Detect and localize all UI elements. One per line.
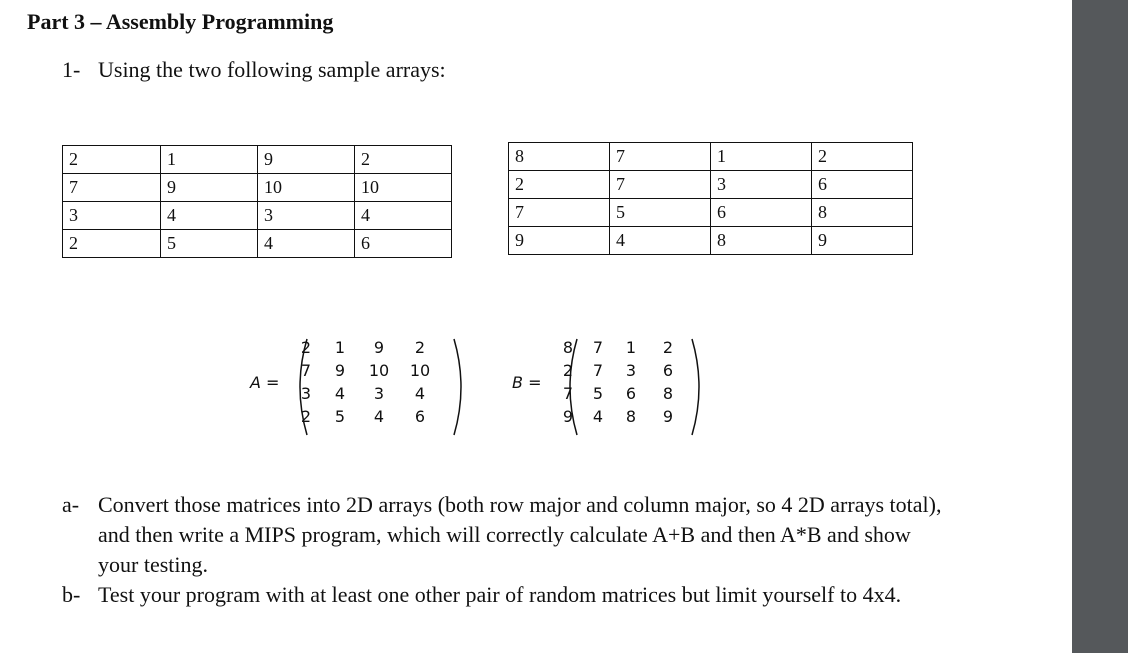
matrix-entry: 1 <box>625 338 637 357</box>
matrix-entry: 2 <box>562 361 574 380</box>
sample-array-a-table <box>62 145 452 258</box>
matrix-entry: 7 <box>592 361 604 380</box>
table-cell: 3 <box>711 171 812 199</box>
table-cell: 4 <box>355 202 452 230</box>
matrix-entry: 2 <box>414 338 426 357</box>
matrix-entry: 7 <box>300 361 312 380</box>
matrix-b-equation <box>510 335 720 435</box>
table-row <box>63 174 452 202</box>
list-item-1 <box>62 57 446 83</box>
table-cell: 6 <box>812 171 913 199</box>
sample-array-b-table <box>508 142 913 255</box>
matrix-entry: 2 <box>662 338 674 357</box>
question-a <box>62 490 942 580</box>
matrix-entry: 9 <box>373 338 385 357</box>
table-cell: 2 <box>812 143 913 171</box>
table-cell: 8 <box>509 143 610 171</box>
table-cell: 4 <box>258 230 355 258</box>
table-cell: 2 <box>509 171 610 199</box>
table-cell: 10 <box>258 174 355 202</box>
matrix-a-right-paren <box>450 337 470 437</box>
table-cell: 7 <box>610 171 711 199</box>
question-b-text: Test your program with at least one other pair of random matrices but limit yourself to 4x4. <box>98 582 902 607</box>
table-row <box>509 227 913 255</box>
table-cell: 8 <box>812 199 913 227</box>
matrix-entry: 6 <box>662 361 674 380</box>
table-cell: 5 <box>610 199 711 227</box>
sample-array-b-body <box>509 143 913 255</box>
table-row <box>63 202 452 230</box>
table-cell: 1 <box>161 146 258 174</box>
table-cell: 4 <box>161 202 258 230</box>
table-cell: 7 <box>63 174 161 202</box>
matrix-entry: 9 <box>562 407 574 426</box>
table-cell: 10 <box>355 174 452 202</box>
matrix-entry: 9 <box>662 407 674 426</box>
table-cell: 1 <box>711 143 812 171</box>
matrix-entry: 2 <box>300 407 312 426</box>
matrix-a-equals: = <box>266 373 280 392</box>
matrix-entry: 5 <box>334 407 346 426</box>
table-row <box>63 146 452 174</box>
sample-array-a-body <box>63 146 452 258</box>
matrix-entry: 1 <box>334 338 346 357</box>
matrix-b-name: B <box>512 373 523 392</box>
matrix-entry: 6 <box>414 407 426 426</box>
matrix-entry: 10 <box>368 361 390 380</box>
table-row <box>63 230 452 258</box>
matrix-a-equation <box>248 335 468 435</box>
matrix-entry: 10 <box>409 361 431 380</box>
table-cell: 6 <box>711 199 812 227</box>
table-row <box>509 143 913 171</box>
table-cell: 3 <box>258 202 355 230</box>
matrix-entry: 4 <box>592 407 604 426</box>
table-row <box>509 171 913 199</box>
matrix-entry: 8 <box>625 407 637 426</box>
vertical-scrollbar[interactable] <box>1072 0 1128 653</box>
matrix-entry: 3 <box>373 384 385 403</box>
table-cell: 9 <box>161 174 258 202</box>
question-b <box>62 580 942 610</box>
matrix-b-equals: = <box>528 373 542 392</box>
table-cell: 6 <box>355 230 452 258</box>
matrix-entry: 4 <box>334 384 346 403</box>
matrix-entry: 3 <box>300 384 312 403</box>
matrix-entry: 7 <box>592 338 604 357</box>
list-item-number: 1- <box>62 57 81 82</box>
matrix-entry: 8 <box>562 338 574 357</box>
matrix-a-name: A <box>250 373 261 392</box>
table-cell: 9 <box>509 227 610 255</box>
list-item-text: Using the two following sample arrays: <box>98 57 446 82</box>
section-heading: Part 3 – Assembly Programming <box>27 9 334 34</box>
matrix-entry: 6 <box>625 384 637 403</box>
matrix-entry: 2 <box>300 338 312 357</box>
table-cell: 8 <box>711 227 812 255</box>
table-cell: 2 <box>355 146 452 174</box>
table-row <box>509 199 913 227</box>
table-cell: 7 <box>610 143 711 171</box>
matrix-entry: 7 <box>562 384 574 403</box>
matrix-entry: 5 <box>592 384 604 403</box>
matrix-entry: 4 <box>414 384 426 403</box>
table-cell: 9 <box>258 146 355 174</box>
table-cell: 9 <box>812 227 913 255</box>
table-cell: 7 <box>509 199 610 227</box>
table-cell: 2 <box>63 146 161 174</box>
question-a-marker: a- <box>62 492 80 517</box>
matrix-b-right-paren <box>688 337 708 437</box>
matrix-entry: 8 <box>662 384 674 403</box>
matrix-entry: 9 <box>334 361 346 380</box>
table-cell: 5 <box>161 230 258 258</box>
matrix-entry: 3 <box>625 361 637 380</box>
question-a-text: Convert those matrices into 2D arrays (both row major and column major, so 4 2D arrays total), and then write a MIPS program, which will correctly calculate A+B and then A*B and show your testing. <box>98 492 942 577</box>
table-cell: 3 <box>63 202 161 230</box>
question-b-marker: b- <box>62 582 81 607</box>
matrix-entry: 4 <box>373 407 385 426</box>
table-cell: 2 <box>63 230 161 258</box>
table-cell: 4 <box>610 227 711 255</box>
